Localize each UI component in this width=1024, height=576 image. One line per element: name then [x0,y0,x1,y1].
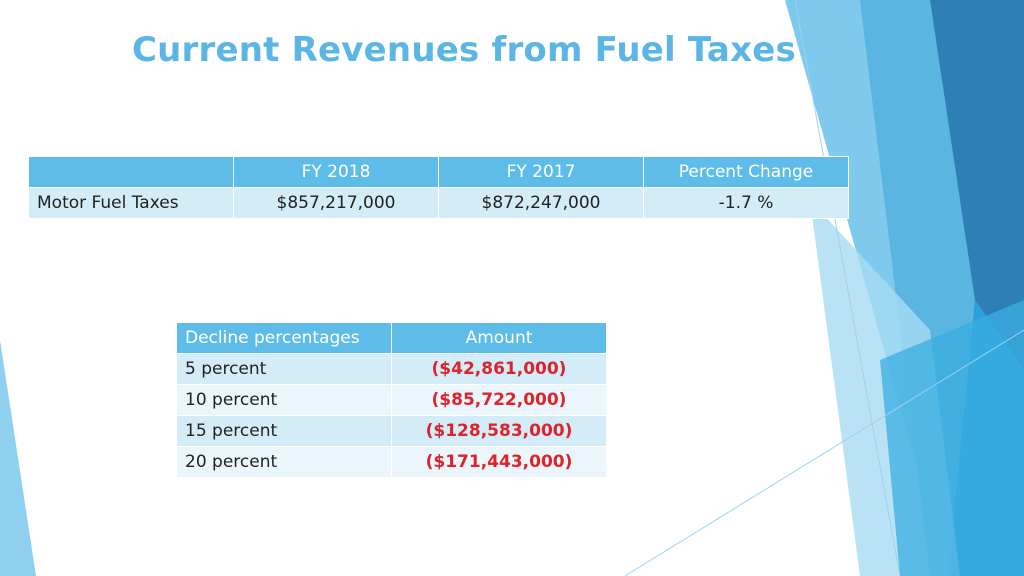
table-header-row [29,157,849,188]
row-label: 20 percent [177,447,392,478]
table-row [177,354,607,385]
header-decline-percentages: Decline percentages [177,323,392,354]
table-row [177,447,607,478]
cell-fy2018: $857,217,000 [234,188,439,219]
row-label: 15 percent [177,416,392,447]
page-title: Current Revenues from Fuel Taxes [132,30,796,70]
cell-percent-change: -1.7 % [644,188,849,219]
cell-fy2017: $872,247,000 [439,188,644,219]
amount-value: ($171,443,000) [392,447,607,478]
row-label: 10 percent [177,385,392,416]
table-row [177,385,607,416]
amount-value: ($42,861,000) [392,354,607,385]
table-row [177,416,607,447]
header-empty [29,157,234,188]
row-label: Motor Fuel Taxes [29,188,234,219]
header-amount: Amount [392,323,607,354]
header-fy2017: FY 2017 [439,157,644,188]
revenue-table [28,156,849,219]
table-header-row [177,323,607,354]
decline-table [176,322,607,478]
row-label: 5 percent [177,354,392,385]
table-row [29,188,849,219]
header-percent-change: Percent Change [644,157,849,188]
amount-value: ($128,583,000) [392,416,607,447]
amount-value: ($85,722,000) [392,385,607,416]
header-fy2018: FY 2018 [234,157,439,188]
